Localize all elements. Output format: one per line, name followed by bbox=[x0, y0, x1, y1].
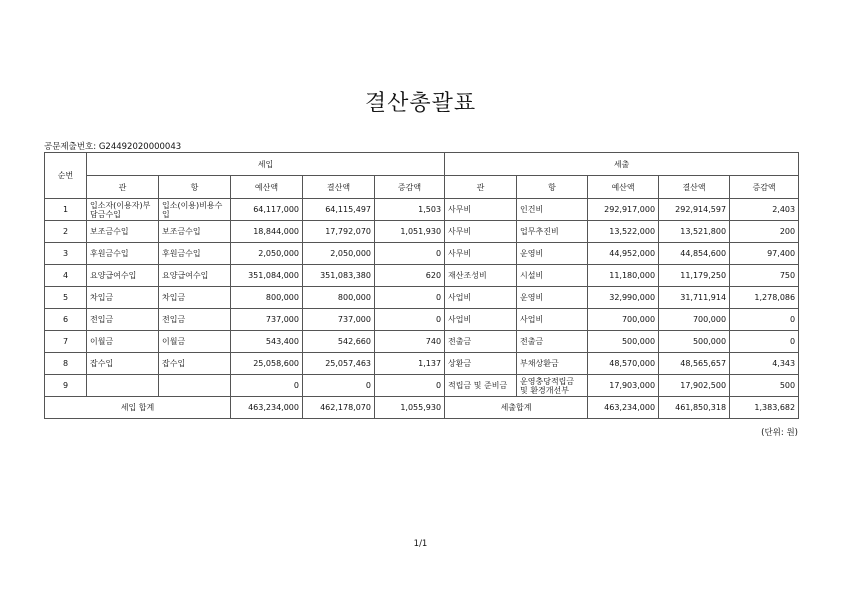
cell-revenue-diff: 0 bbox=[375, 375, 445, 397]
table-row bbox=[45, 287, 799, 309]
cell-revenue-diff: 0 bbox=[375, 309, 445, 331]
document-number bbox=[44, 140, 181, 152]
cell-expense-gwan: 사무비 bbox=[445, 221, 517, 243]
cell-revenue-gwan bbox=[87, 375, 159, 397]
cell-expense-budget: 13,522,000 bbox=[588, 221, 659, 243]
header-revenue-settle: 결산액 bbox=[303, 176, 375, 199]
table-row bbox=[45, 265, 799, 287]
cell-revenue-gwan: 요양급여수입 bbox=[87, 265, 159, 287]
cell-expense-hang: 운영비 bbox=[517, 243, 588, 265]
expense-total-label: 세출합계 bbox=[445, 397, 588, 419]
cell-seq: 3 bbox=[45, 243, 87, 265]
cell-revenue-diff: 0 bbox=[375, 287, 445, 309]
cell-expense-gwan: 전출금 bbox=[445, 331, 517, 353]
cell-revenue-gwan: 보조금수입 bbox=[87, 221, 159, 243]
unit-note: (단위: 원) bbox=[761, 428, 798, 438]
revenue-total-label: 세입 합계 bbox=[45, 397, 231, 419]
header-revenue-diff: 증감액 bbox=[375, 176, 445, 199]
table-row bbox=[45, 353, 799, 375]
header-expense-settle: 결산액 bbox=[659, 176, 730, 199]
cell-revenue-settle: 800,000 bbox=[303, 287, 375, 309]
table-row bbox=[45, 243, 799, 265]
cell-revenue-budget: 18,844,000 bbox=[231, 221, 303, 243]
cell-expense-hang: 인건비 bbox=[517, 199, 588, 221]
cell-revenue-budget: 351,084,000 bbox=[231, 265, 303, 287]
cell-expense-gwan: 상환금 bbox=[445, 353, 517, 375]
cell-seq: 6 bbox=[45, 309, 87, 331]
header-expense-hang: 항 bbox=[517, 176, 588, 199]
cell-expense-budget: 17,903,000 bbox=[588, 375, 659, 397]
page-title: 결산총괄표 bbox=[364, 91, 477, 116]
cell-revenue-gwan: 차입금 bbox=[87, 287, 159, 309]
cell-expense-diff: 750 bbox=[730, 265, 799, 287]
cell-revenue-hang: 잡수입 bbox=[159, 353, 231, 375]
cell-revenue-budget: 25,058,600 bbox=[231, 353, 303, 375]
totals-row bbox=[45, 397, 799, 419]
cell-seq: 2 bbox=[45, 221, 87, 243]
cell-expense-hang: 부채상환금 bbox=[517, 353, 588, 375]
cell-revenue-gwan: 전입금 bbox=[87, 309, 159, 331]
cell-revenue-settle: 351,083,380 bbox=[303, 265, 375, 287]
cell-expense-diff: 0 bbox=[730, 331, 799, 353]
cell-revenue-budget: 0 bbox=[231, 375, 303, 397]
header-expense-budget: 예산액 bbox=[588, 176, 659, 199]
cell-expense-hang: 사업비 bbox=[517, 309, 588, 331]
header-revenue-budget: 예산액 bbox=[231, 176, 303, 199]
cell-expense-diff: 1,278,086 bbox=[730, 287, 799, 309]
table-row bbox=[45, 221, 799, 243]
cell-expense-diff: 2,403 bbox=[730, 199, 799, 221]
cell-revenue-diff: 0 bbox=[375, 243, 445, 265]
cell-expense-diff: 500 bbox=[730, 375, 799, 397]
cell-expense-hang: 운영비 bbox=[517, 287, 588, 309]
cell-expense-budget: 44,952,000 bbox=[588, 243, 659, 265]
cell-revenue-hang: 요양급여수입 bbox=[159, 265, 231, 287]
cell-expense-budget: 11,180,000 bbox=[588, 265, 659, 287]
cell-revenue-gwan: 이월금 bbox=[87, 331, 159, 353]
header-seq: 순번 bbox=[45, 153, 87, 199]
cell-revenue-diff: 620 bbox=[375, 265, 445, 287]
cell-seq: 9 bbox=[45, 375, 87, 397]
revenue-total-diff: 1,055,930 bbox=[375, 397, 445, 419]
header-expense: 세출 bbox=[445, 153, 799, 176]
cell-seq: 1 bbox=[45, 199, 87, 221]
cell-revenue-hang: 보조금수입 bbox=[159, 221, 231, 243]
cell-expense-settle: 13,521,800 bbox=[659, 221, 730, 243]
cell-revenue-hang: 차입금 bbox=[159, 287, 231, 309]
cell-expense-settle: 31,711,914 bbox=[659, 287, 730, 309]
cell-expense-budget: 292,917,000 bbox=[588, 199, 659, 221]
table-row bbox=[45, 375, 799, 397]
cell-revenue-diff: 1,137 bbox=[375, 353, 445, 375]
page-number: 1/1 bbox=[413, 539, 428, 549]
cell-seq: 5 bbox=[45, 287, 87, 309]
cell-revenue-settle: 542,660 bbox=[303, 331, 375, 353]
cell-expense-gwan: 사무비 bbox=[445, 243, 517, 265]
cell-expense-diff: 200 bbox=[730, 221, 799, 243]
cell-expense-settle: 48,565,657 bbox=[659, 353, 730, 375]
header-row-columns bbox=[45, 176, 799, 199]
cell-revenue-budget: 737,000 bbox=[231, 309, 303, 331]
table-row bbox=[45, 199, 799, 221]
cell-revenue-settle: 2,050,000 bbox=[303, 243, 375, 265]
cell-revenue-settle: 25,057,463 bbox=[303, 353, 375, 375]
cell-revenue-budget: 543,400 bbox=[231, 331, 303, 353]
cell-revenue-gwan: 입소자(이용자)부담금수입 bbox=[87, 199, 159, 221]
cell-revenue-hang: 전입금 bbox=[159, 309, 231, 331]
cell-expense-settle: 292,914,597 bbox=[659, 199, 730, 221]
expense-total-budget: 463,234,000 bbox=[588, 397, 659, 419]
document-number-value: G24492020000043 bbox=[98, 142, 182, 152]
cell-expense-gwan: 사업비 bbox=[445, 287, 517, 309]
cell-expense-hang: 운영충당적립금 및 환경개선부 bbox=[517, 375, 588, 397]
header-revenue-hang: 항 bbox=[159, 176, 231, 199]
cell-expense-budget: 700,000 bbox=[588, 309, 659, 331]
cell-revenue-diff: 740 bbox=[375, 331, 445, 353]
cell-expense-budget: 500,000 bbox=[588, 331, 659, 353]
header-revenue-gwan: 관 bbox=[87, 176, 159, 199]
cell-expense-hang: 전출금 bbox=[517, 331, 588, 353]
header-revenue: 세입 bbox=[87, 153, 445, 176]
cell-revenue-hang bbox=[159, 375, 231, 397]
cell-revenue-hang: 후원금수입 bbox=[159, 243, 231, 265]
cell-revenue-budget: 2,050,000 bbox=[231, 243, 303, 265]
cell-expense-settle: 700,000 bbox=[659, 309, 730, 331]
revenue-total-settle: 462,178,070 bbox=[303, 397, 375, 419]
cell-expense-diff: 4,343 bbox=[730, 353, 799, 375]
cell-revenue-budget: 64,117,000 bbox=[231, 199, 303, 221]
cell-expense-gwan: 사업비 bbox=[445, 309, 517, 331]
cell-revenue-settle: 737,000 bbox=[303, 309, 375, 331]
cell-revenue-budget: 800,000 bbox=[231, 287, 303, 309]
cell-expense-diff: 0 bbox=[730, 309, 799, 331]
cell-expense-budget: 48,570,000 bbox=[588, 353, 659, 375]
table-row bbox=[45, 309, 799, 331]
revenue-total-budget: 463,234,000 bbox=[231, 397, 303, 419]
cell-expense-settle: 17,902,500 bbox=[659, 375, 730, 397]
cell-revenue-diff: 1,051,930 bbox=[375, 221, 445, 243]
cell-expense-hang: 업무추진비 bbox=[517, 221, 588, 243]
cell-revenue-settle: 17,792,070 bbox=[303, 221, 375, 243]
cell-revenue-gwan: 후원금수입 bbox=[87, 243, 159, 265]
cell-expense-gwan: 재산조성비 bbox=[445, 265, 517, 287]
cell-expense-hang: 시설비 bbox=[517, 265, 588, 287]
header-row-group bbox=[45, 153, 799, 176]
cell-expense-gwan: 적립금 및 준비금 bbox=[445, 375, 517, 397]
cell-seq: 8 bbox=[45, 353, 87, 375]
document-number-label: 공문제출번호: bbox=[44, 142, 97, 152]
cell-revenue-hang: 입소(이용)비용수입 bbox=[159, 199, 231, 221]
header-expense-diff: 증감액 bbox=[730, 176, 799, 199]
expense-total-diff: 1,383,682 bbox=[730, 397, 799, 419]
cell-revenue-settle: 64,115,497 bbox=[303, 199, 375, 221]
cell-revenue-diff: 1,503 bbox=[375, 199, 445, 221]
cell-revenue-gwan: 잡수입 bbox=[87, 353, 159, 375]
table-row bbox=[45, 331, 799, 353]
expense-total-settle: 461,850,318 bbox=[659, 397, 730, 419]
cell-expense-gwan: 사무비 bbox=[445, 199, 517, 221]
cell-expense-settle: 44,854,600 bbox=[659, 243, 730, 265]
settlement-summary-table bbox=[44, 152, 799, 419]
header-expense-gwan: 관 bbox=[445, 176, 517, 199]
cell-expense-diff: 97,400 bbox=[730, 243, 799, 265]
cell-revenue-hang: 이월금 bbox=[159, 331, 231, 353]
cell-seq: 4 bbox=[45, 265, 87, 287]
cell-seq: 7 bbox=[45, 331, 87, 353]
cell-expense-budget: 32,990,000 bbox=[588, 287, 659, 309]
cell-expense-settle: 500,000 bbox=[659, 331, 730, 353]
cell-revenue-settle: 0 bbox=[303, 375, 375, 397]
cell-expense-settle: 11,179,250 bbox=[659, 265, 730, 287]
